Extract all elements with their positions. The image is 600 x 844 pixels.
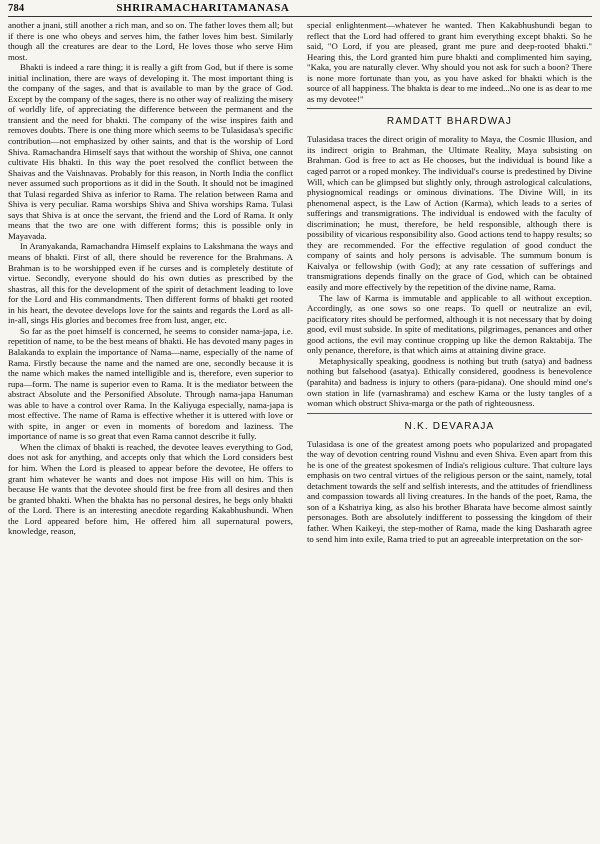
running-title: SHRIRAMACHARITAMANASA: [116, 2, 290, 14]
paragraph: In Aranyakanda, Ramachandra Himself explains to Lakshmana the ways and means of bhakti. First of all, there should be reverence for the Brahmans. A Brahman is to be worshipped even if he curses and is completely destitute of virtue. Secondly, everyone should do his own duties as prescribed by the shastras, all this for the development of the spirit of detachment leading to love for the Lord and His commandments. Then different forms of bhakti get rooted in his heart, the devotee develops love for the saints and regards the Lord as all-in-all, sings His glories and becomes free from lust, anger, etc.: [8, 241, 293, 326]
paragraph: Metaphysically speaking, goodness is nothing but truth (satya) and badness nothing but falsehood (asatya). Ethically considered, goodness is benevolence (parahita) and badness is injury to others (para-pidana). One should mind one's own station in life (varnashrama) and eschew Kama or the lusty tangles of a woman which obstruct Shiva-marga or the path of righteousness.: [307, 355, 592, 409]
page-number: 784: [8, 3, 25, 14]
left-column: [8, 20, 293, 842]
section-divider: [307, 413, 592, 414]
section-divider: [307, 108, 592, 109]
paragraph: Bhakti is indeed a rare thing; it is really a gift from God, but if there is some initial inclination, there are ways of developing it. The most important thing is the company of the sages, and that is available to man by the grace of God. Except by the company of the sages, there is no other way of realizing the misery of worldly life, of appreciating the difference between the permanent and the transient and the need for bhakti. The company of the wise inspires faith and removes doubts. There is one thing more which seems to be Tulasidasa's specific contribution—not emphasized by other saints, and that is the worship of Lord Shiva. Ramachandra Himself says that without the worship of Shiva, one cannot cultivate His bhakti. In this way the poet resolved the conflict between the Shaivas and the Vaishnavas. Probably for this reason, in North India the conflict never assumed such proportions as it did in the South. It should not be imagined that Tulasi regarded Shiva as inferior to Rama. The relation between Rama and Shiva is very peculiar. Rama worships Shiva and Shiva worships Rama. Tulasi says that Shiva is at once the servant, the friend and the Lord of Rama. It only means that the two are one with different forms; this is possible only in Mayavada.: [8, 62, 293, 241]
paragraph: So far as the poet himself is concerned, he seems to consider nama-japa, i.e. repetition of name, to be the best means of bhakti. He has devoted many pages in Balakanda to explain the importance of Nama—name, especially of the name of Rama. Firstly because the name and the named are one, secondly because it is the name which makes the named intelligible and is, therefore, even superior to rupa—form. The name is superior even to Rama. It is the mediator between the abstract Absolute and the Personified Absolute. Through nama-japa Hanuman was able to have a control over Rama. In the Kaliyuga especially, nama-japa is most effective. The name of Rama is effective whether it is uttered with love or with spite, in anger or even in moments of boredom and laziness. The importance of name is so great that even Rama cannot describe it fully.: [8, 325, 293, 442]
paragraph: Tulasidasa is one of the greatest among poets who popularized and propagated the way of devotion centring round Vishnu and even Shiva. Even apart from this he is one of the greatest spokesmen of India's religious culture. That culture lays emphasis on two central virtues of the religious person or the saint, namely, total detachment towards the self and selfish interests, and the attitudes of friendliness and compassion towards all living creatures. In the hands of the poet, Rama, the son of a Kshatriya king, as also his brother Bharata have become almost saintly personages. Both are absolutely indifferent to possessing the kingdom of their father. When Kaikeyi, the step-mother of Rama, made the king Dasharath agree to send him into exile, Rama tried to put an agreeable interpretation on the sor-: [307, 438, 592, 544]
paragraph: The law of Karma is immutable and applicable to all without exception. Accordingly, as one sows so one reaps. To quell or neutralize an evil, pacificatory rites should be performed, although it is not necessary that by doing good, evil must subside. In spite of meditations, pilgrimages, penances and other good actions, the evil may continue cropping up like the demon Raktabija. The only penance, therefore, is that which aims at attaining divine grace.: [307, 292, 592, 356]
paragraph: Tulasidasa traces the direct origin of morality to Maya, the Cosmic Illusion, and its indirect origin to Brahman, the Ultimate Reality, Maya subsisting on Brahman. God is free to act as He chooses, but the individual is bound like a caged parrot or a roped monkey. The individual's course is predestined by Divine Will, which can be glimpsed but slightly only, through astrological calculations, physiognomical readings or ominous divinations. The Divine Will, in its phenomenal aspect, is the Law of Action (Karma), which leads to a series of sufferings and transmigrations. The individual is endowed with the faculty of discrimination; he must, therefore, be held responsible, although there is possibility of vicarious responsibility also. Good actions tend to happy results; so they are recommended. For the effective regulation of good conduct the company of saints and holy persons is advisable. The summum bonum is Kaivalya or fellowship (with God); at any rate cessation of sufferings and transmigrations depends finally on the grace of God, which can be obtained easily and more effectively by the repetition of the divine name, Rama.: [307, 134, 592, 293]
text-columns: [8, 20, 592, 842]
paragraph: special enlightenment—whatever he wanted. Then Kakabhushundi began to reflect that the Lord had offered to grant him everything except bhakti. So he said, "O Lord, if you are pleased, grant me pure and deep-rooted bhakti." Hearing this, the Lord granted him pure bhakti and complimented him saying, "Kaka, you are naturally clever. Why should you not ask for such a boon? There is none more fortunate than you, as you have asked for bhakti which is the source of all happiness. The bhakta is dear to me indeed...No one is as dear to me as my devotee!": [307, 20, 592, 104]
section-heading: RAMDATT BHARDWAJ: [386, 116, 513, 128]
paragraph: another a jnani, still another a rich man, and so on. The father loves them all; but if there is one who obeys and serves him, the father loves him best. Similarly though all the creatures are dear to the Lord, He loves those who serve Him most.: [8, 20, 293, 62]
right-column: [307, 20, 592, 842]
page-header: [8, 2, 592, 17]
section-heading: N.K. DEVARAJA: [404, 420, 495, 432]
paragraph: When the climax of bhakti is reached, the devotee leaves everything to God, does not ask for anything, and accepts only that which the Lord considers best for him. When the Lord is pleased to appear before the devotee, He offers to grant him whatever he wants and does not impose His will on him. This is because He wants that the devotee should first be free from all desires and then be granted bhakti. When the bhakta has no personal desires, he begs only bhakti of the Lord. There is an interesting anecdote regarding Kakabhushundi. When the Lord appeared before him, He offered him all supernatural powers, knowledge, reason,: [8, 441, 293, 537]
